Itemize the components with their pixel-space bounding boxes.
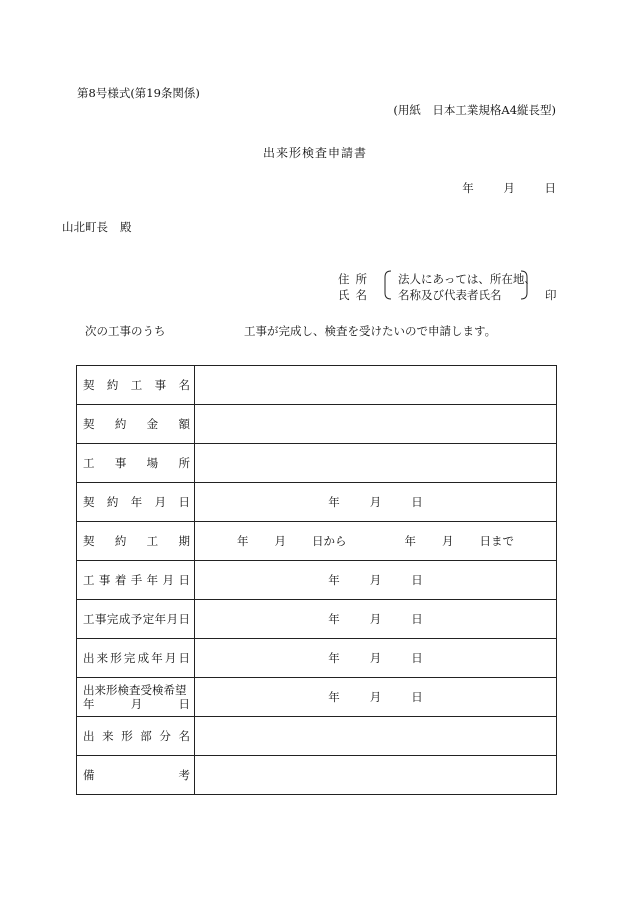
label-char: 工 — [83, 573, 95, 587]
label-char: 日 — [178, 495, 190, 509]
form-number: 第8号様式(第19条関係) — [77, 86, 200, 100]
table-row — [77, 600, 557, 639]
label-char: 金 — [146, 417, 159, 431]
label-char: 名 — [178, 729, 190, 743]
label-right: 考 — [178, 768, 190, 782]
label-char: 形 — [110, 651, 122, 665]
request-prefix: 次の工事のうち — [85, 324, 166, 338]
table-row — [77, 522, 557, 561]
table-row — [77, 483, 557, 522]
date-part: 年 — [328, 573, 340, 587]
row-label — [77, 639, 195, 678]
application-table — [76, 365, 557, 795]
label-text — [83, 767, 190, 783]
table-row — [77, 561, 557, 600]
label-char: 事 — [98, 573, 111, 587]
label-char: 月 — [166, 612, 179, 626]
label-char: 予 — [130, 612, 143, 626]
label-char: 分 — [159, 729, 171, 743]
applicant-labels — [338, 271, 373, 303]
address-label: 住所 — [338, 272, 373, 286]
label-char: 年 — [154, 612, 167, 626]
row-value — [195, 717, 557, 756]
row-value — [195, 366, 557, 405]
label-char: 契 — [83, 378, 95, 392]
row-value — [195, 561, 557, 600]
row-value — [195, 405, 557, 444]
label-char: 年 — [151, 651, 163, 665]
application-date — [436, 180, 556, 196]
date-part: 日 — [411, 651, 423, 665]
label-char: 事 — [114, 456, 127, 470]
row-label — [77, 561, 195, 600]
addressee-name: 山北町長 — [62, 220, 108, 234]
period-to-part: 年 — [404, 534, 416, 548]
date-part: 日 — [411, 495, 423, 509]
label-char: 約 — [106, 495, 119, 509]
row-value — [195, 756, 557, 795]
row-value — [195, 639, 557, 678]
label-char: 約 — [114, 534, 127, 548]
row-value — [195, 678, 557, 717]
label-char: 月 — [154, 495, 167, 509]
label-char: 成 — [137, 651, 150, 665]
label-part: 年 — [83, 697, 95, 711]
table-row — [77, 405, 557, 444]
label-char: 年 — [130, 495, 143, 509]
table-row — [77, 366, 557, 405]
label-char: 月 — [162, 573, 175, 587]
label-char: 額 — [178, 417, 190, 431]
date-year: 年 — [462, 181, 474, 195]
label-text — [83, 416, 190, 432]
table-row — [77, 678, 557, 717]
label-char: 部 — [140, 729, 152, 743]
label-char: 定 — [142, 612, 155, 626]
label-char: 完 — [123, 651, 136, 665]
row-label — [77, 405, 195, 444]
row-label — [77, 522, 195, 561]
applicant-note — [398, 271, 536, 303]
label-text — [83, 572, 190, 588]
label-char: 事 — [154, 378, 167, 392]
date-part: 年 — [328, 612, 340, 626]
row-label — [77, 366, 195, 405]
applicant-note-line2: 名称及び代表者氏名 — [398, 288, 502, 302]
name-label: 氏名 — [338, 288, 373, 302]
label-char: 日 — [178, 612, 190, 626]
label-text — [83, 728, 190, 744]
applicant-note-line1: 法人にあっては、所在地、 — [398, 272, 536, 286]
label-char: 出 — [83, 651, 95, 665]
period-to-part: 日まで — [479, 534, 514, 548]
date-month: 月 — [503, 181, 515, 195]
label-char: 年 — [146, 573, 159, 587]
date-part: 日 — [411, 612, 423, 626]
label-char: 形 — [121, 729, 133, 743]
label-char: 契 — [83, 417, 95, 431]
date-part: 月 — [369, 612, 382, 626]
paper-size-note: (用紙 日本工業規格A4縦長型) — [393, 103, 556, 117]
row-label — [77, 483, 195, 522]
row-label — [77, 600, 195, 639]
label-char: 来 — [96, 651, 109, 665]
label-char: 約 — [106, 378, 119, 392]
date-part: 年 — [328, 495, 340, 509]
label-char: 工 — [83, 456, 95, 470]
label-char: 出 — [83, 729, 95, 743]
label-part: 日 — [178, 697, 190, 711]
label-text — [83, 650, 190, 666]
document-title: 出来形検査申請書 — [262, 146, 367, 160]
date-part: 月 — [369, 573, 382, 587]
date-part: 年 — [328, 651, 340, 665]
label-part: 月 — [130, 697, 143, 711]
date-part: 日 — [411, 573, 423, 587]
row-value — [195, 522, 557, 561]
table-row — [77, 717, 557, 756]
label-char: 名 — [178, 378, 190, 392]
label-text — [83, 455, 190, 471]
label-char: 約 — [114, 417, 127, 431]
label-text — [83, 611, 190, 627]
label-left: 備 — [83, 768, 95, 782]
request-suffix: 工事が完成し、検査を受けたいので申請します。 — [244, 324, 497, 338]
row-value — [195, 444, 557, 483]
period-to-part: 月 — [442, 534, 454, 548]
date-part: 日 — [411, 690, 423, 704]
label-line2 — [83, 697, 190, 711]
addressee — [62, 219, 132, 235]
period-from-part: 年 — [237, 534, 249, 548]
date-part: 月 — [369, 495, 382, 509]
label-char: 手 — [130, 573, 143, 587]
label-char: 着 — [114, 573, 127, 587]
label-char: 契 — [83, 534, 95, 548]
date-part: 年 — [328, 690, 340, 704]
row-label — [77, 678, 195, 717]
label-char: 契 — [83, 495, 95, 509]
seal-mark: 印 — [545, 288, 557, 302]
row-value — [195, 600, 557, 639]
period-from-part: 月 — [274, 534, 286, 548]
row-label — [77, 717, 195, 756]
label-char: 所 — [178, 456, 190, 470]
date-part: 月 — [369, 690, 382, 704]
label-char: 工 — [146, 534, 159, 548]
row-label — [77, 444, 195, 483]
row-value — [195, 483, 557, 522]
row-label — [77, 756, 195, 795]
label-char: 月 — [164, 651, 177, 665]
label-text — [83, 533, 190, 549]
label-char: 日 — [178, 651, 190, 665]
label-char: 来 — [102, 729, 114, 743]
date-day: 日 — [544, 181, 556, 195]
period-from-part: 日から — [312, 534, 347, 548]
label-char: 成 — [118, 612, 131, 626]
label-char: 日 — [178, 573, 190, 587]
label-text — [83, 377, 190, 393]
date-part: 月 — [369, 651, 382, 665]
label-char: 完 — [106, 612, 119, 626]
label-char: 事 — [94, 612, 107, 626]
table-row — [77, 639, 557, 678]
label-char: 期 — [178, 534, 190, 548]
label-text — [83, 494, 190, 510]
table-row — [77, 444, 557, 483]
label-char: 工 — [130, 378, 143, 392]
addressee-honorific: 殿 — [120, 220, 132, 234]
table-row — [77, 756, 557, 795]
label-line1: 出来形検査受検希望 — [83, 683, 187, 697]
label-char: 場 — [146, 456, 159, 470]
label-char: 工 — [83, 612, 95, 626]
